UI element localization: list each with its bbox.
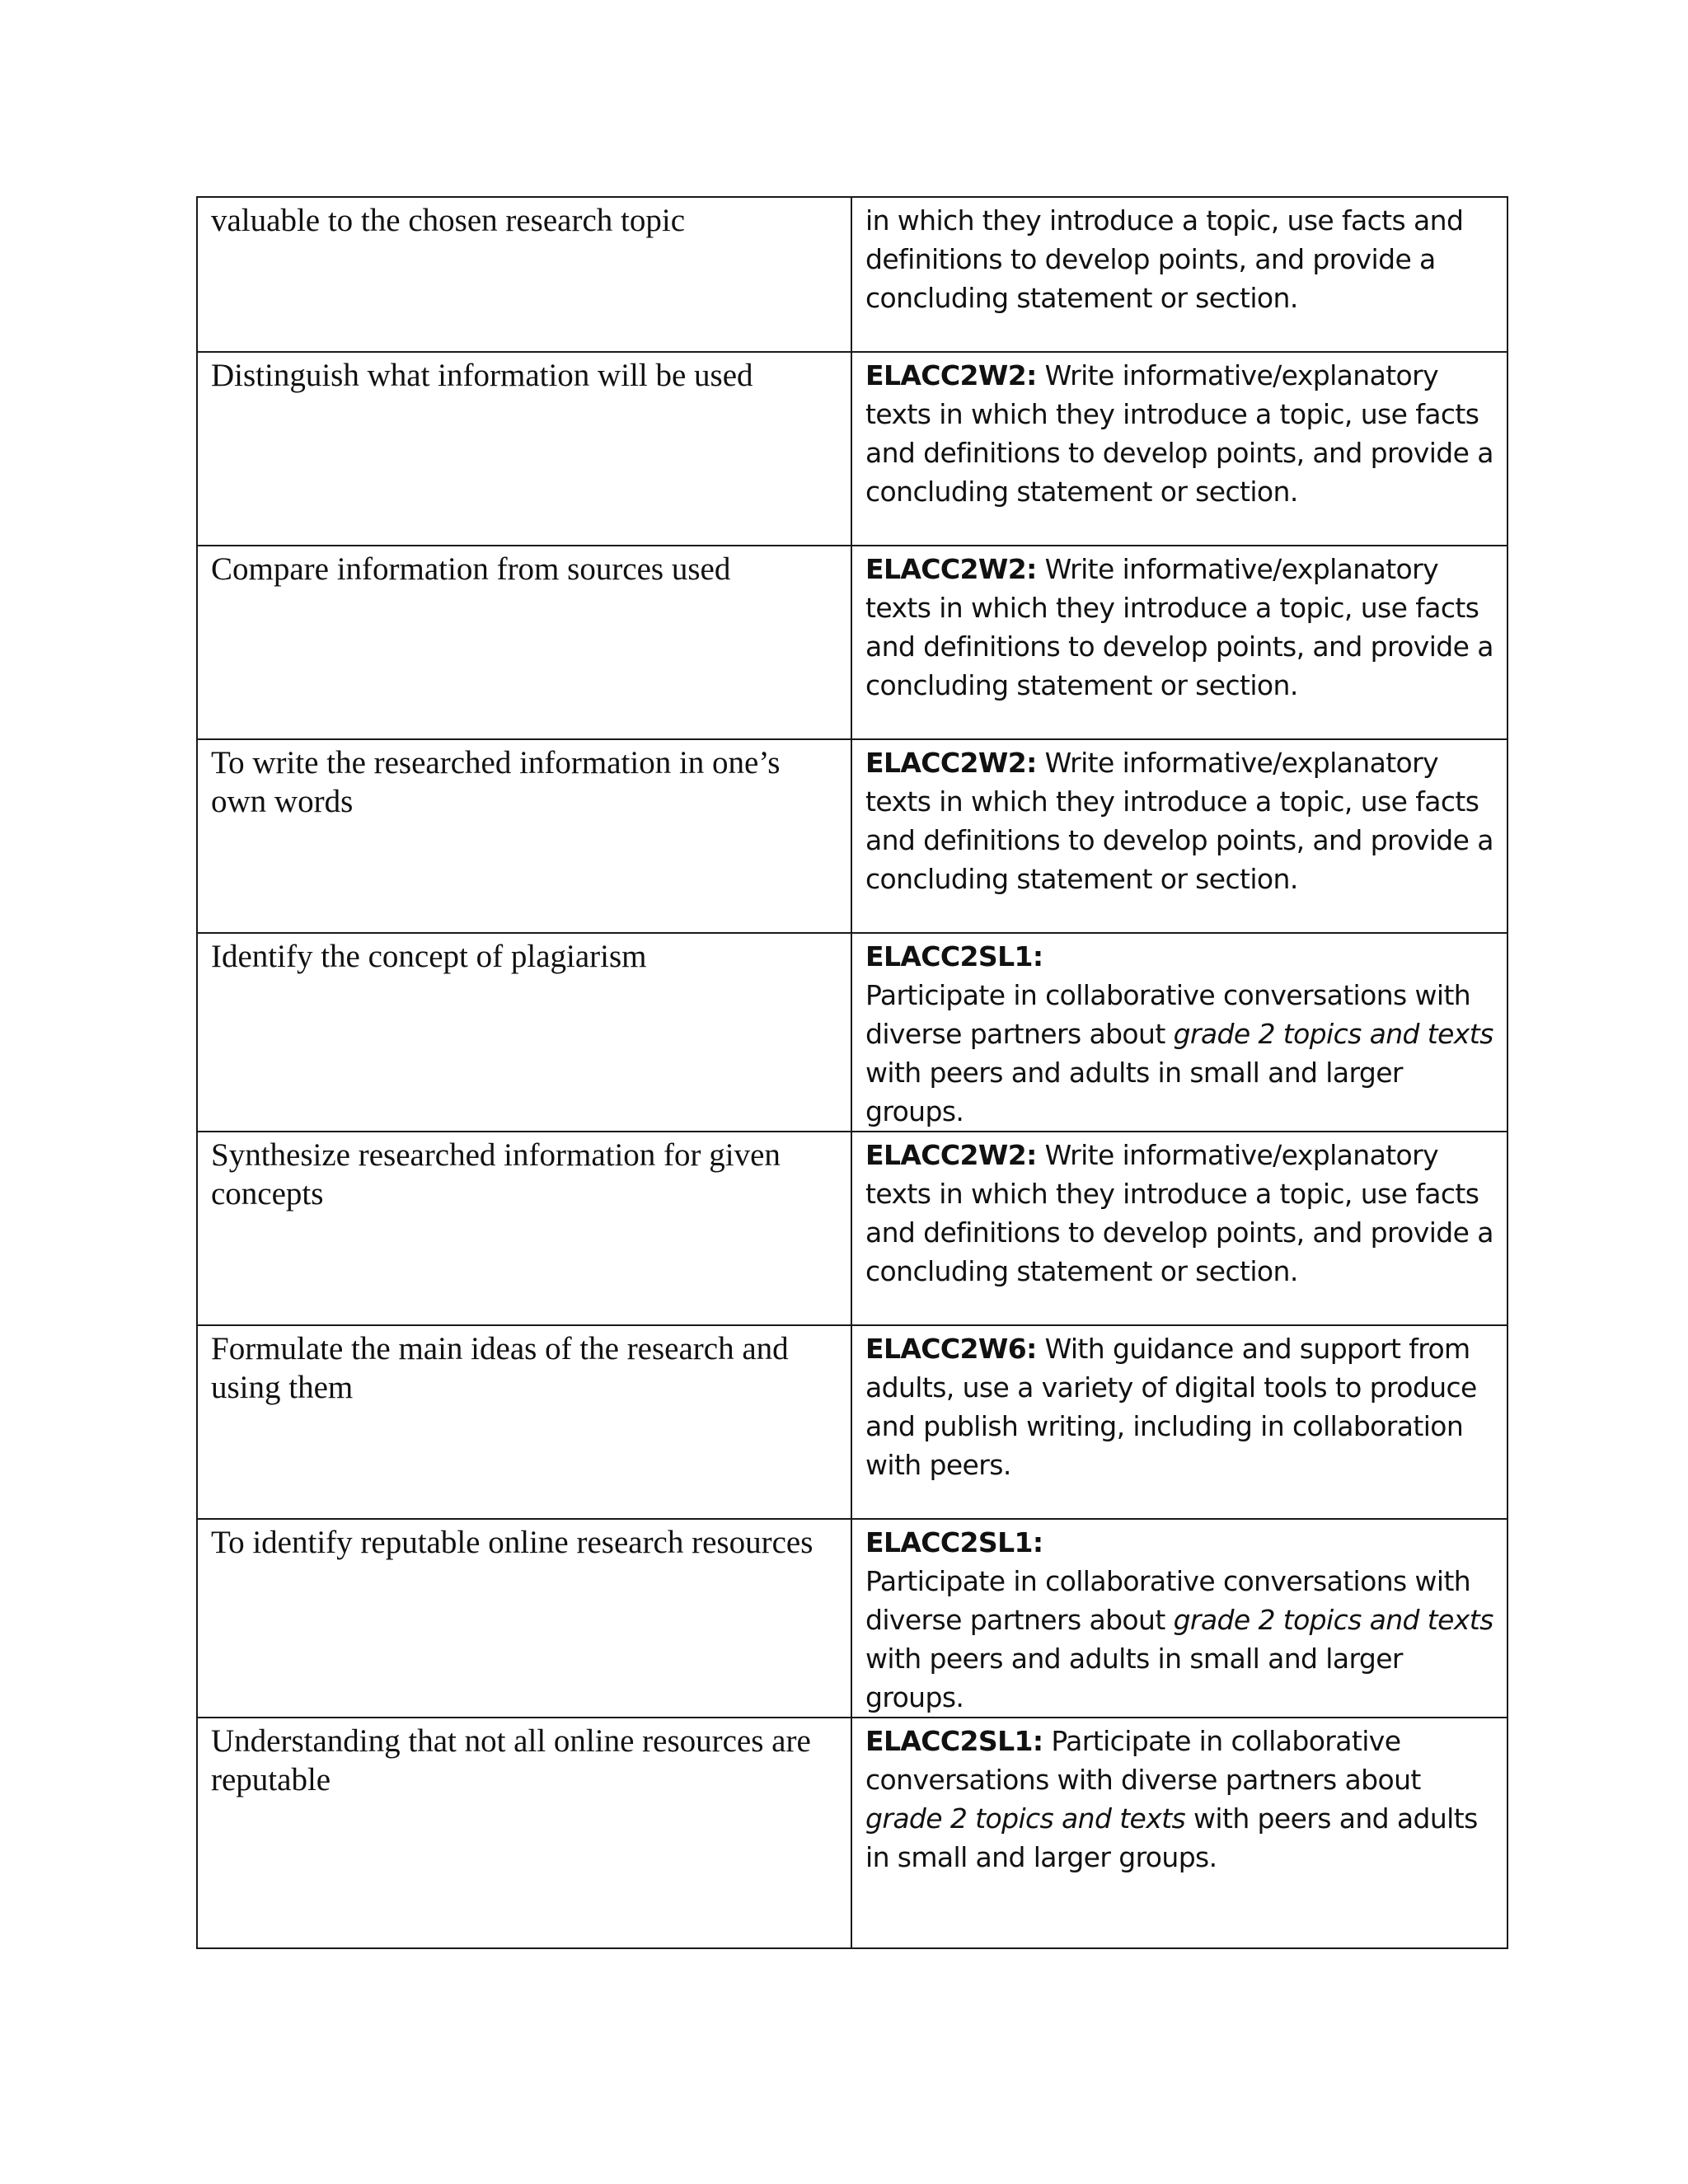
table-row (197, 352, 1507, 546)
standard-cell (851, 546, 1507, 739)
standard-text: Participate in collaborative conversations with diverse partners about (865, 1565, 1471, 1636)
standard-code: ELACC2W2: (865, 747, 1037, 779)
standard-text: Write informative/explanatory texts in which they introduce a topic, use facts and definitions to develop points, and provide a concluding statement or section. (865, 747, 1493, 895)
standard-code: ELACC2W2: (865, 553, 1037, 585)
standard-text: With guidance and support from adults, use a variety of digital tools to produce and publish writing, including in collaboration with peers. (865, 1333, 1477, 1481)
standard-code: ELACC2SL1: (865, 1526, 1043, 1558)
standard-text: Participate in collaborative conversations with diverse partners about (865, 979, 1471, 1050)
standard-code: ELACC2W2: (865, 359, 1037, 391)
objective-text: To identify reputable online research resources (211, 1525, 814, 1560)
standard-text-italic: grade 2 topics and texts (1173, 1018, 1493, 1050)
table-row (197, 546, 1507, 739)
standard-text: in which they introduce a topic, use facts and definitions to develop points, and provide a concluding statement or section. (865, 204, 1464, 314)
table-row (197, 933, 1507, 1132)
objective-text: Distinguish what information will be used (211, 358, 753, 393)
standard-text-after: with peers and adults in small and larger groups. (865, 1643, 1403, 1713)
table-row (197, 1132, 1507, 1325)
standard-text-after: with peers and adults in small and larger groups. (865, 1802, 1478, 1873)
standard-cell (851, 1325, 1507, 1519)
table-row (197, 1718, 1507, 1948)
objective-cell (197, 1132, 851, 1325)
objective-cell (197, 933, 851, 1132)
objective-text: Formulate the main ideas of the research and using them (211, 1331, 789, 1405)
standard-text: Write informative/explanatory texts in which they introduce a topic, use facts and definitions to develop points, and provide a concluding statement or section. (865, 359, 1493, 508)
objective-text: Compare information from sources used (211, 551, 731, 587)
objective-cell (197, 546, 851, 739)
objective-cell (197, 1718, 851, 1948)
standards-table (196, 196, 1508, 1949)
objective-text: valuable to the chosen research topic (211, 203, 686, 238)
table-row (197, 1325, 1507, 1519)
standard-text: Write informative/explanatory texts in which they introduce a topic, use facts and definitions to develop points, and provide a concluding statement or section. (865, 1139, 1493, 1287)
standard-text-italic: grade 2 topics and texts (1173, 1604, 1493, 1636)
standard-text-italic: grade 2 topics and texts (865, 1802, 1186, 1835)
objective-cell (197, 352, 851, 546)
table-row (197, 1519, 1507, 1718)
objective-cell (197, 197, 851, 352)
standard-cell (851, 1519, 1507, 1718)
table-row (197, 739, 1507, 933)
standard-text: Write informative/explanatory texts in which they introduce a topic, use facts and definitions to develop points, and provide a concluding statement or section. (865, 553, 1493, 701)
objective-cell (197, 1519, 851, 1718)
objective-text: Synthesize researched information for given concepts (211, 1137, 781, 1212)
objective-text: Understanding that not all online resources are reputable (211, 1723, 811, 1797)
objective-cell (197, 1325, 851, 1519)
standard-code: ELACC2SL1: (865, 1725, 1043, 1757)
standard-text: Participate in collaborative conversations with diverse partners about (865, 1725, 1421, 1796)
table-row (197, 197, 1507, 352)
standard-code: ELACC2SL1: (865, 940, 1043, 972)
standard-text-after: with peers and adults in small and larger groups. (865, 1057, 1403, 1127)
objective-text: To write the researched information in one’s own words (211, 745, 781, 819)
standard-code: ELACC2W2: (865, 1139, 1037, 1171)
standard-cell (851, 352, 1507, 546)
objective-text: Identify the concept of plagiarism (211, 939, 647, 974)
objective-cell (197, 739, 851, 933)
standard-cell (851, 197, 1507, 352)
standard-code: ELACC2W6: (865, 1333, 1037, 1365)
standard-cell (851, 739, 1507, 933)
standard-cell (851, 933, 1507, 1132)
standard-cell (851, 1132, 1507, 1325)
standard-cell (851, 1718, 1507, 1948)
